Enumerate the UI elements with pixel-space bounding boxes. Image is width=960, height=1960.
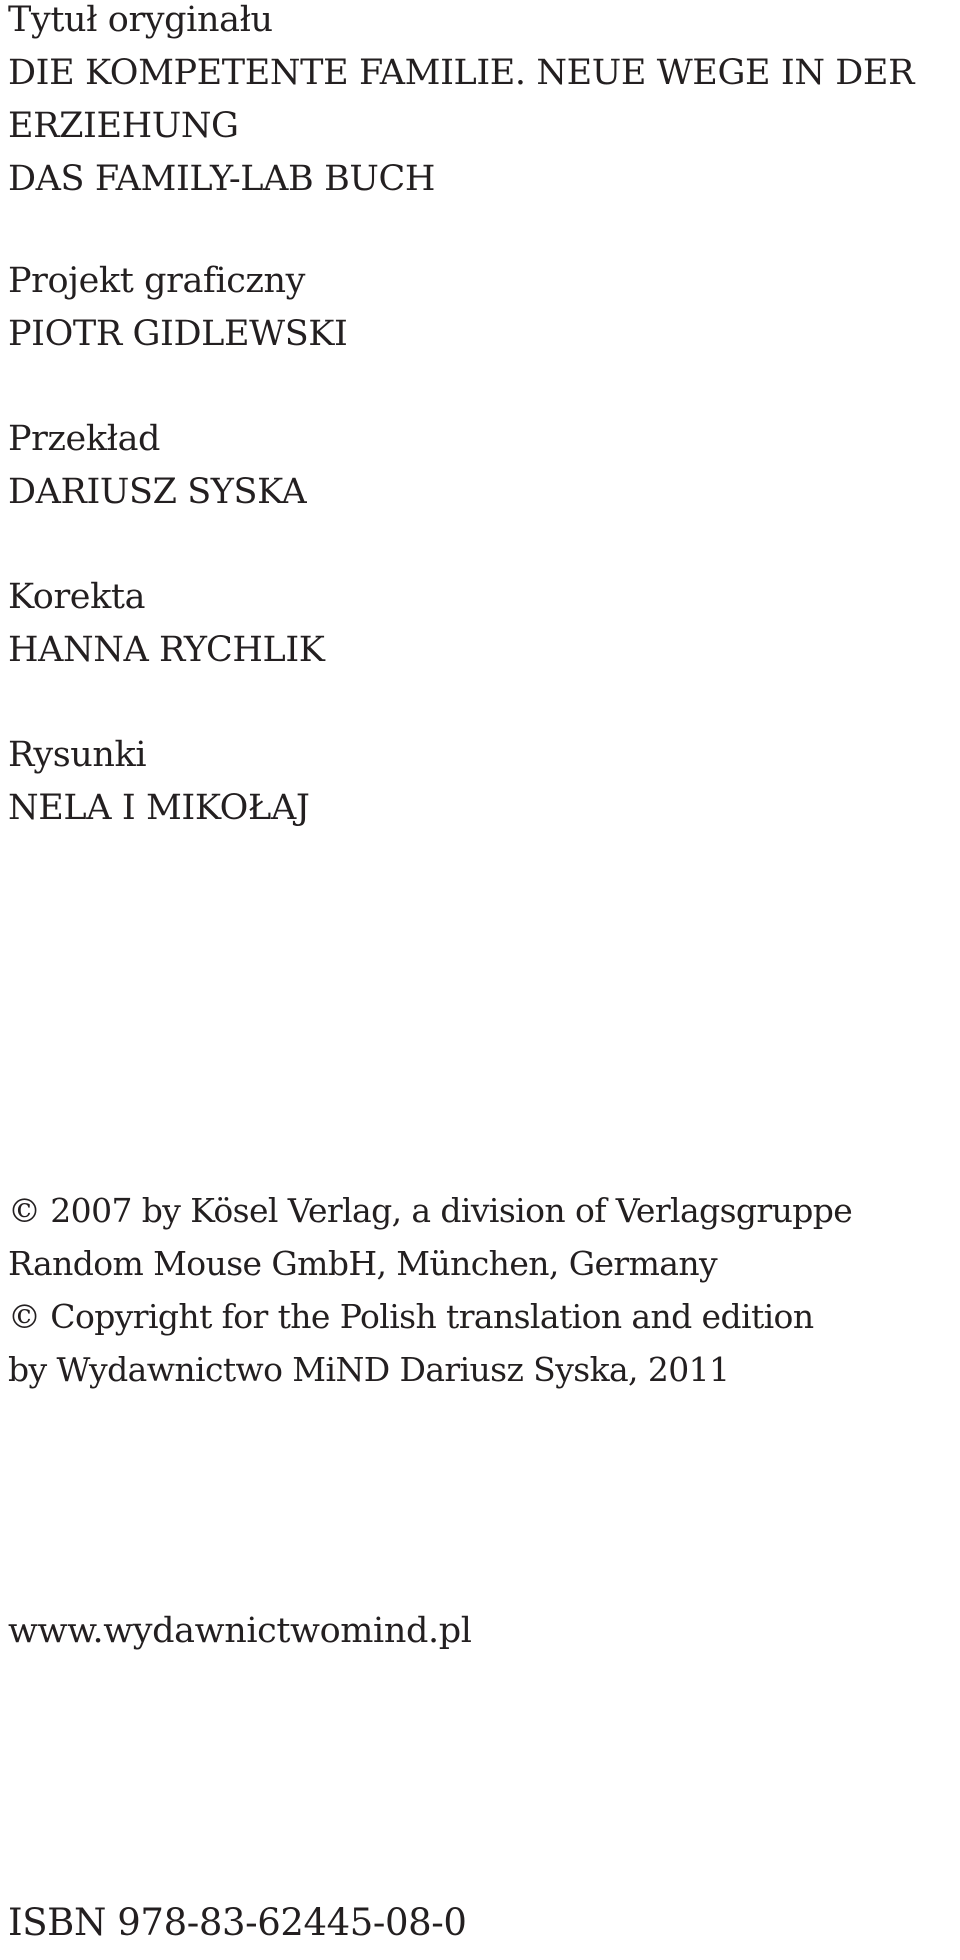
credit-graphic-design [8, 255, 953, 361]
original-title-label: Tytuł oryginału [8, 0, 273, 40]
copyright-line-1: © 2007 by Kösel Verlag, a division of Verlagsgruppe [8, 1191, 853, 1230]
credit-name: HANNA RYCHLIK [8, 630, 325, 670]
copyright-line-3: © Copyright for the Polish translation and edition [8, 1297, 814, 1336]
original-title-line-3: DAS FAMILY-LAB BUCH [8, 159, 435, 199]
original-title-line-2: ERZIEHUNG [8, 106, 239, 146]
credit-role: Projekt graficzny [8, 261, 306, 301]
credit-proofreading [8, 571, 953, 677]
isbn-section [8, 1896, 953, 1949]
credit-name: PIOTR GIDLEWSKI [8, 314, 348, 354]
credit-role: Przekład [8, 419, 161, 459]
copyright-section [8, 1184, 953, 1396]
original-title-line-1: DIE KOMPETENTE FAMILIE. NEUE WEGE IN DER [8, 53, 915, 93]
credit-name: DARIUSZ SYSKA [8, 472, 307, 512]
isbn-number: ISBN 978-83-62445-08-0 [8, 1901, 467, 1944]
credit-drawings [8, 729, 953, 835]
credit-role: Rysunki [8, 735, 147, 775]
website-section [8, 1605, 953, 1658]
credit-translation [8, 413, 953, 519]
copyright-line-4: by Wydawnictwo MiND Dariusz Syska, 2011 [8, 1350, 730, 1389]
credit-name: NELA I MIKOŁAJ [8, 788, 310, 828]
copyright-line-2: Random Mouse GmbH, München, Germany [8, 1244, 718, 1283]
credit-role: Korekta [8, 577, 146, 617]
original-title-section [8, 0, 953, 206]
website-url: www.wydawnictwomind.pl [8, 1611, 472, 1651]
